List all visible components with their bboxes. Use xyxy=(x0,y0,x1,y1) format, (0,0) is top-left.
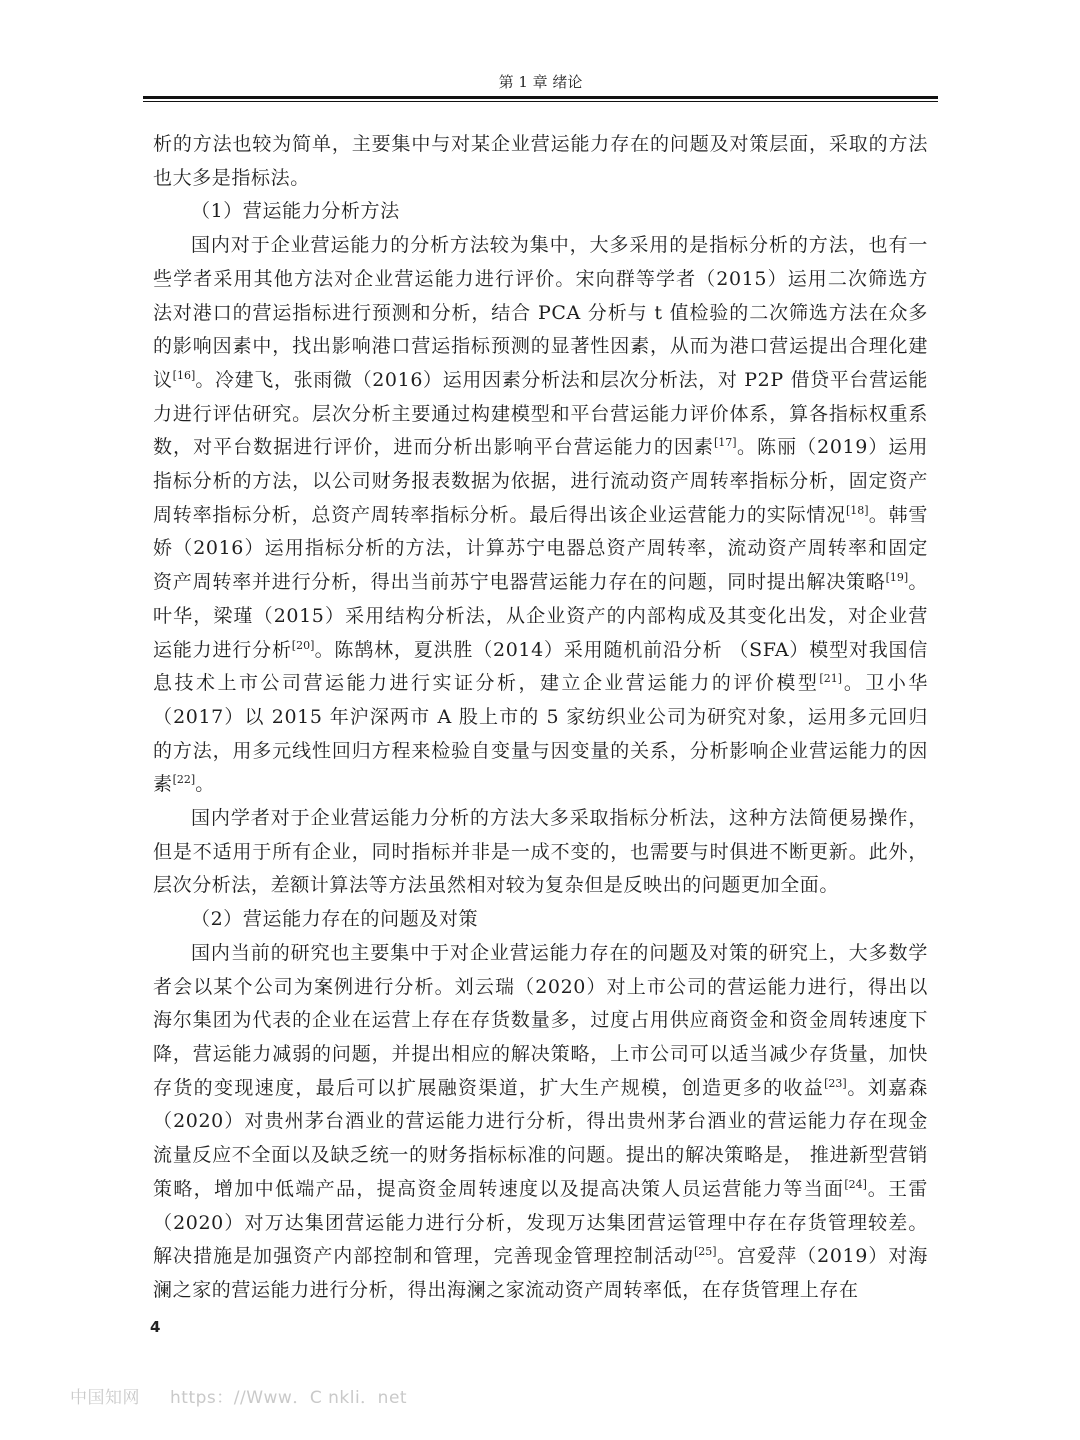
cnki-watermark xyxy=(70,1383,437,1408)
text-run: 。王雷（2020）对万达集团营运能力进行分析，发现万达集团营运管理中存在存货管理较差。解决措施是加强资产内部控制和管理，完善现金管理控制活动 xyxy=(153,1177,928,1268)
text-run: 国内对于企业营运能力的分析方法较为集中，大多采用的是指标分析的方法，也有一些学者采用其他方法对企业营运能力进行评价。宋向群等学者（2015）运用二次筛选方法对港口的营运指标进行预测和分析，结合 PCA 分析与 t 值检验的二次筛选方法在众多的影响因素中，找出影响港口营运指标预测的显著性因素，从而为港口营运提出合理化建议 xyxy=(153,234,928,391)
section-heading xyxy=(153,195,928,229)
header-rule-thin xyxy=(143,101,938,102)
paragraph xyxy=(153,128,928,195)
citation-ref: [16] xyxy=(172,368,196,382)
text-run: 。叶华，梁瑾（2015）采用结构分析法，从企业资产的内部构成及其变化出发，对企业营运能力进行分析 xyxy=(153,571,929,661)
text-run: 。宫爱萍（2019）对海澜之家的营运能力进行分析，得出海澜之家流动资产周转率低，在存货管理上存在 xyxy=(153,1245,928,1301)
paragraph xyxy=(153,937,928,1308)
citation-ref: [25] xyxy=(693,1245,717,1259)
text-run: 。冷建飞，张雨微（2016）运用因素分析法和层次分析法，对 P2P 借贷平台营运能力进行评估研究。层次分析主要通过构建模型和平台营运能力评价体系，算各指标权重系数，对平台数据进行评价，进而分析出影响平台营运能力的因素 xyxy=(153,368,928,459)
text-run: 。 xyxy=(195,773,215,796)
citation-ref: [20] xyxy=(291,638,315,652)
text-run: 。韩雪娇（2016）运用指标分析的方法，计算苏宁电器总资产周转率，流动资产周转率和固定资产周转率并进行分析，得出当前苏宁电器营运能力存在的问题，同时提出解决策略 xyxy=(153,503,928,594)
citation-ref: [22] xyxy=(172,773,196,787)
citation-ref: [18] xyxy=(845,503,869,517)
watermark-url: https：//Www．C nkli．net xyxy=(170,1388,408,1408)
header-rule-thick xyxy=(143,96,938,99)
text-run: （2）营运能力存在的问题及对策 xyxy=(191,908,479,931)
body-text xyxy=(153,128,928,1308)
paragraph xyxy=(153,229,928,802)
text-run: 。刘嘉森（2020）对贵州茅台酒业的营运能力进行分析，得出贵州茅台酒业的营运能力存在现金流量反应不全面以及缺乏统一的财务指标标准的问题。提出的解决策略是， 推进新型营销策略，增加中低端产品，提高资金周转速度以及提高决策人员运营能力等当面 xyxy=(153,1076,928,1200)
citation-ref: [19] xyxy=(885,571,909,585)
citation-ref: [17] xyxy=(713,436,737,450)
paragraph xyxy=(153,802,928,903)
text-run: 析的方法也较为简单，主要集中与对某企业营运能力存在的问题及对策层面，采取的方法也大多是指标法。 xyxy=(153,133,928,189)
text-run: 。陈丽（2019）运用指标分析的方法，以公司财务报表数据为依据，进行流动资产周转率指标分析，固定资产周转率指标分析，总资产周转率指标分析。最后得出该企业运营能力的实际情况 xyxy=(153,436,928,526)
citation-ref: [23] xyxy=(824,1076,847,1090)
text-run: 。卫小华（2017）以 2015 年沪深两市 A 股上市的 5 家纺织业公司为研究对象，运用多元回归的方法，用多元线性回归方程来检验自变量与因变量的关系，分析影响企业营运能力的因素 xyxy=(153,672,928,796)
section-heading xyxy=(153,903,928,937)
watermark-brand: 中国知网 xyxy=(70,1388,140,1408)
text-run: （1）营运能力分析方法 xyxy=(191,200,400,223)
text-run: 国内当前的研究也主要集中于对企业营运能力存在的问题及对策的研究上，大多数学者会以某个公司为案例进行分析。刘云瑞（2020）对上市公司的营运能力进行，得出以海尔集团为代表的企业在运营上存在存货数量多，过度占用供应商资金和资金周转速度下降，营运能力减弱的问题，并提出相应的解决策略，上市公司可以适当减少存货量，加快存货的变现速度，最后可以扩展融资渠道，扩大生产规模，创造更多的收益 xyxy=(153,941,928,1099)
citation-ref: [21] xyxy=(819,672,842,686)
text-run: 国内学者对于企业营运能力分析的方法大多采取指标分析法，这种方法简便易操作，但是不适用于所有企业，同时指标并非是一成不变的，也需要与时俱进不断更新。此外，层次分析法，差额计算法等方法虽然相对较为复杂但是反映出的问题更加全面。 xyxy=(153,807,928,897)
text-run: 。陈鹄林，夏洪胜（2014）采用随机前沿分析 （SFA）模型对我国信息技术上市公司营运能力进行实证分析，建立企业营运能力的评价模型 xyxy=(153,638,928,695)
citation-ref: [24] xyxy=(844,1177,867,1191)
chapter-header: 第 1 章 绪论 xyxy=(498,73,583,91)
page-number: 4 xyxy=(150,1318,161,1336)
